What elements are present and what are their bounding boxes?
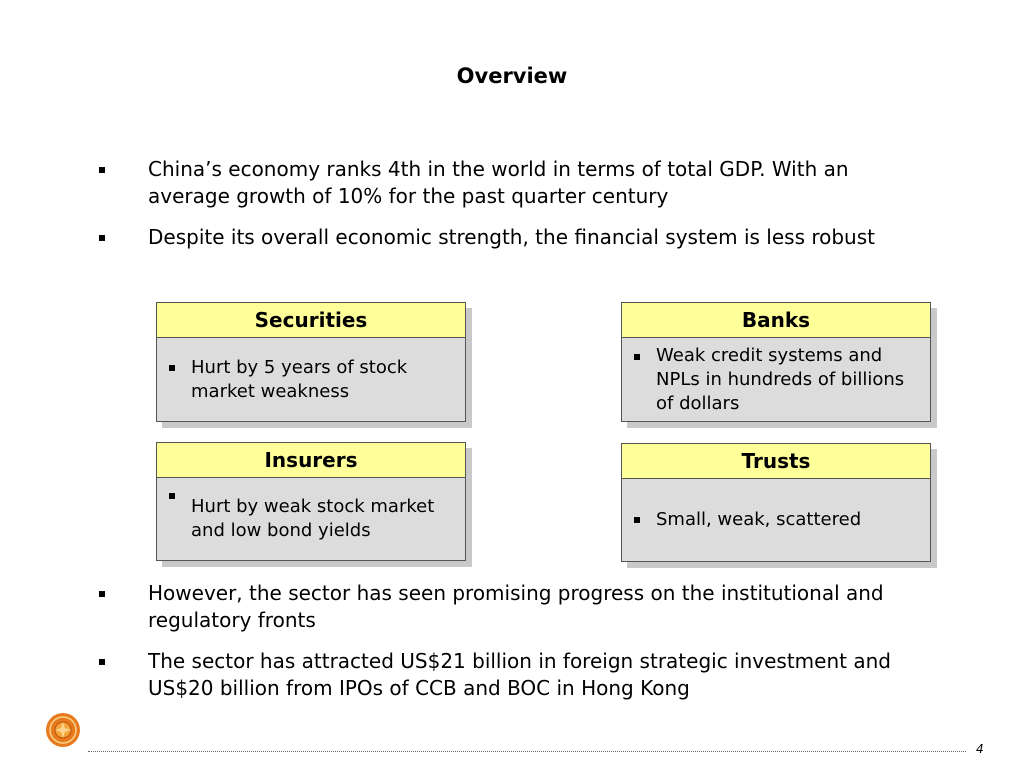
bullet-item: China’s economy ranks 4th in the world in terms of total GDP. With an average growth of 10% for the past quarter century — [96, 156, 936, 210]
securities-box-text: Hurt by 5 years of stock market weakness — [191, 356, 408, 402]
banks-box-text: Weak credit systems and NPLs in hundreds of billions of dollars — [656, 344, 905, 414]
bullet-item: The sector has attracted US$21 billion in foreign strategic investment and US$20 billion from IPOs of CCB and BOC in Hong Kong — [96, 648, 936, 702]
bullet-square-icon — [169, 365, 175, 371]
bullet-square-icon — [169, 493, 175, 499]
page-number: 4 — [976, 742, 984, 756]
emblem-logo-icon — [45, 712, 81, 748]
bullet-item: Despite its overall economic strength, the financial system is less robust — [96, 224, 936, 251]
insurers-box-text: Hurt by weak stock market and low bond yields — [191, 496, 435, 541]
trusts-box — [621, 443, 931, 562]
insurers-box — [156, 442, 466, 561]
bullet-square-icon — [634, 517, 640, 523]
banks-box-title: Banks — [622, 303, 930, 338]
footer-divider — [88, 751, 966, 752]
securities-box — [156, 302, 466, 422]
top-bullet-list — [96, 156, 936, 265]
banks-box — [621, 302, 931, 422]
bottom-bullet-list — [96, 580, 936, 716]
bullet-item: However, the sector has seen promising progress on the institutional and regulatory fronts — [96, 580, 936, 634]
trusts-box-text: Small, weak, scattered — [656, 509, 862, 530]
insurers-box-title: Insurers — [157, 443, 465, 478]
trusts-box-title: Trusts — [622, 444, 930, 479]
slide-title: Overview — [456, 64, 568, 88]
securities-box-title: Securities — [157, 303, 465, 338]
bullet-square-icon — [634, 354, 640, 360]
